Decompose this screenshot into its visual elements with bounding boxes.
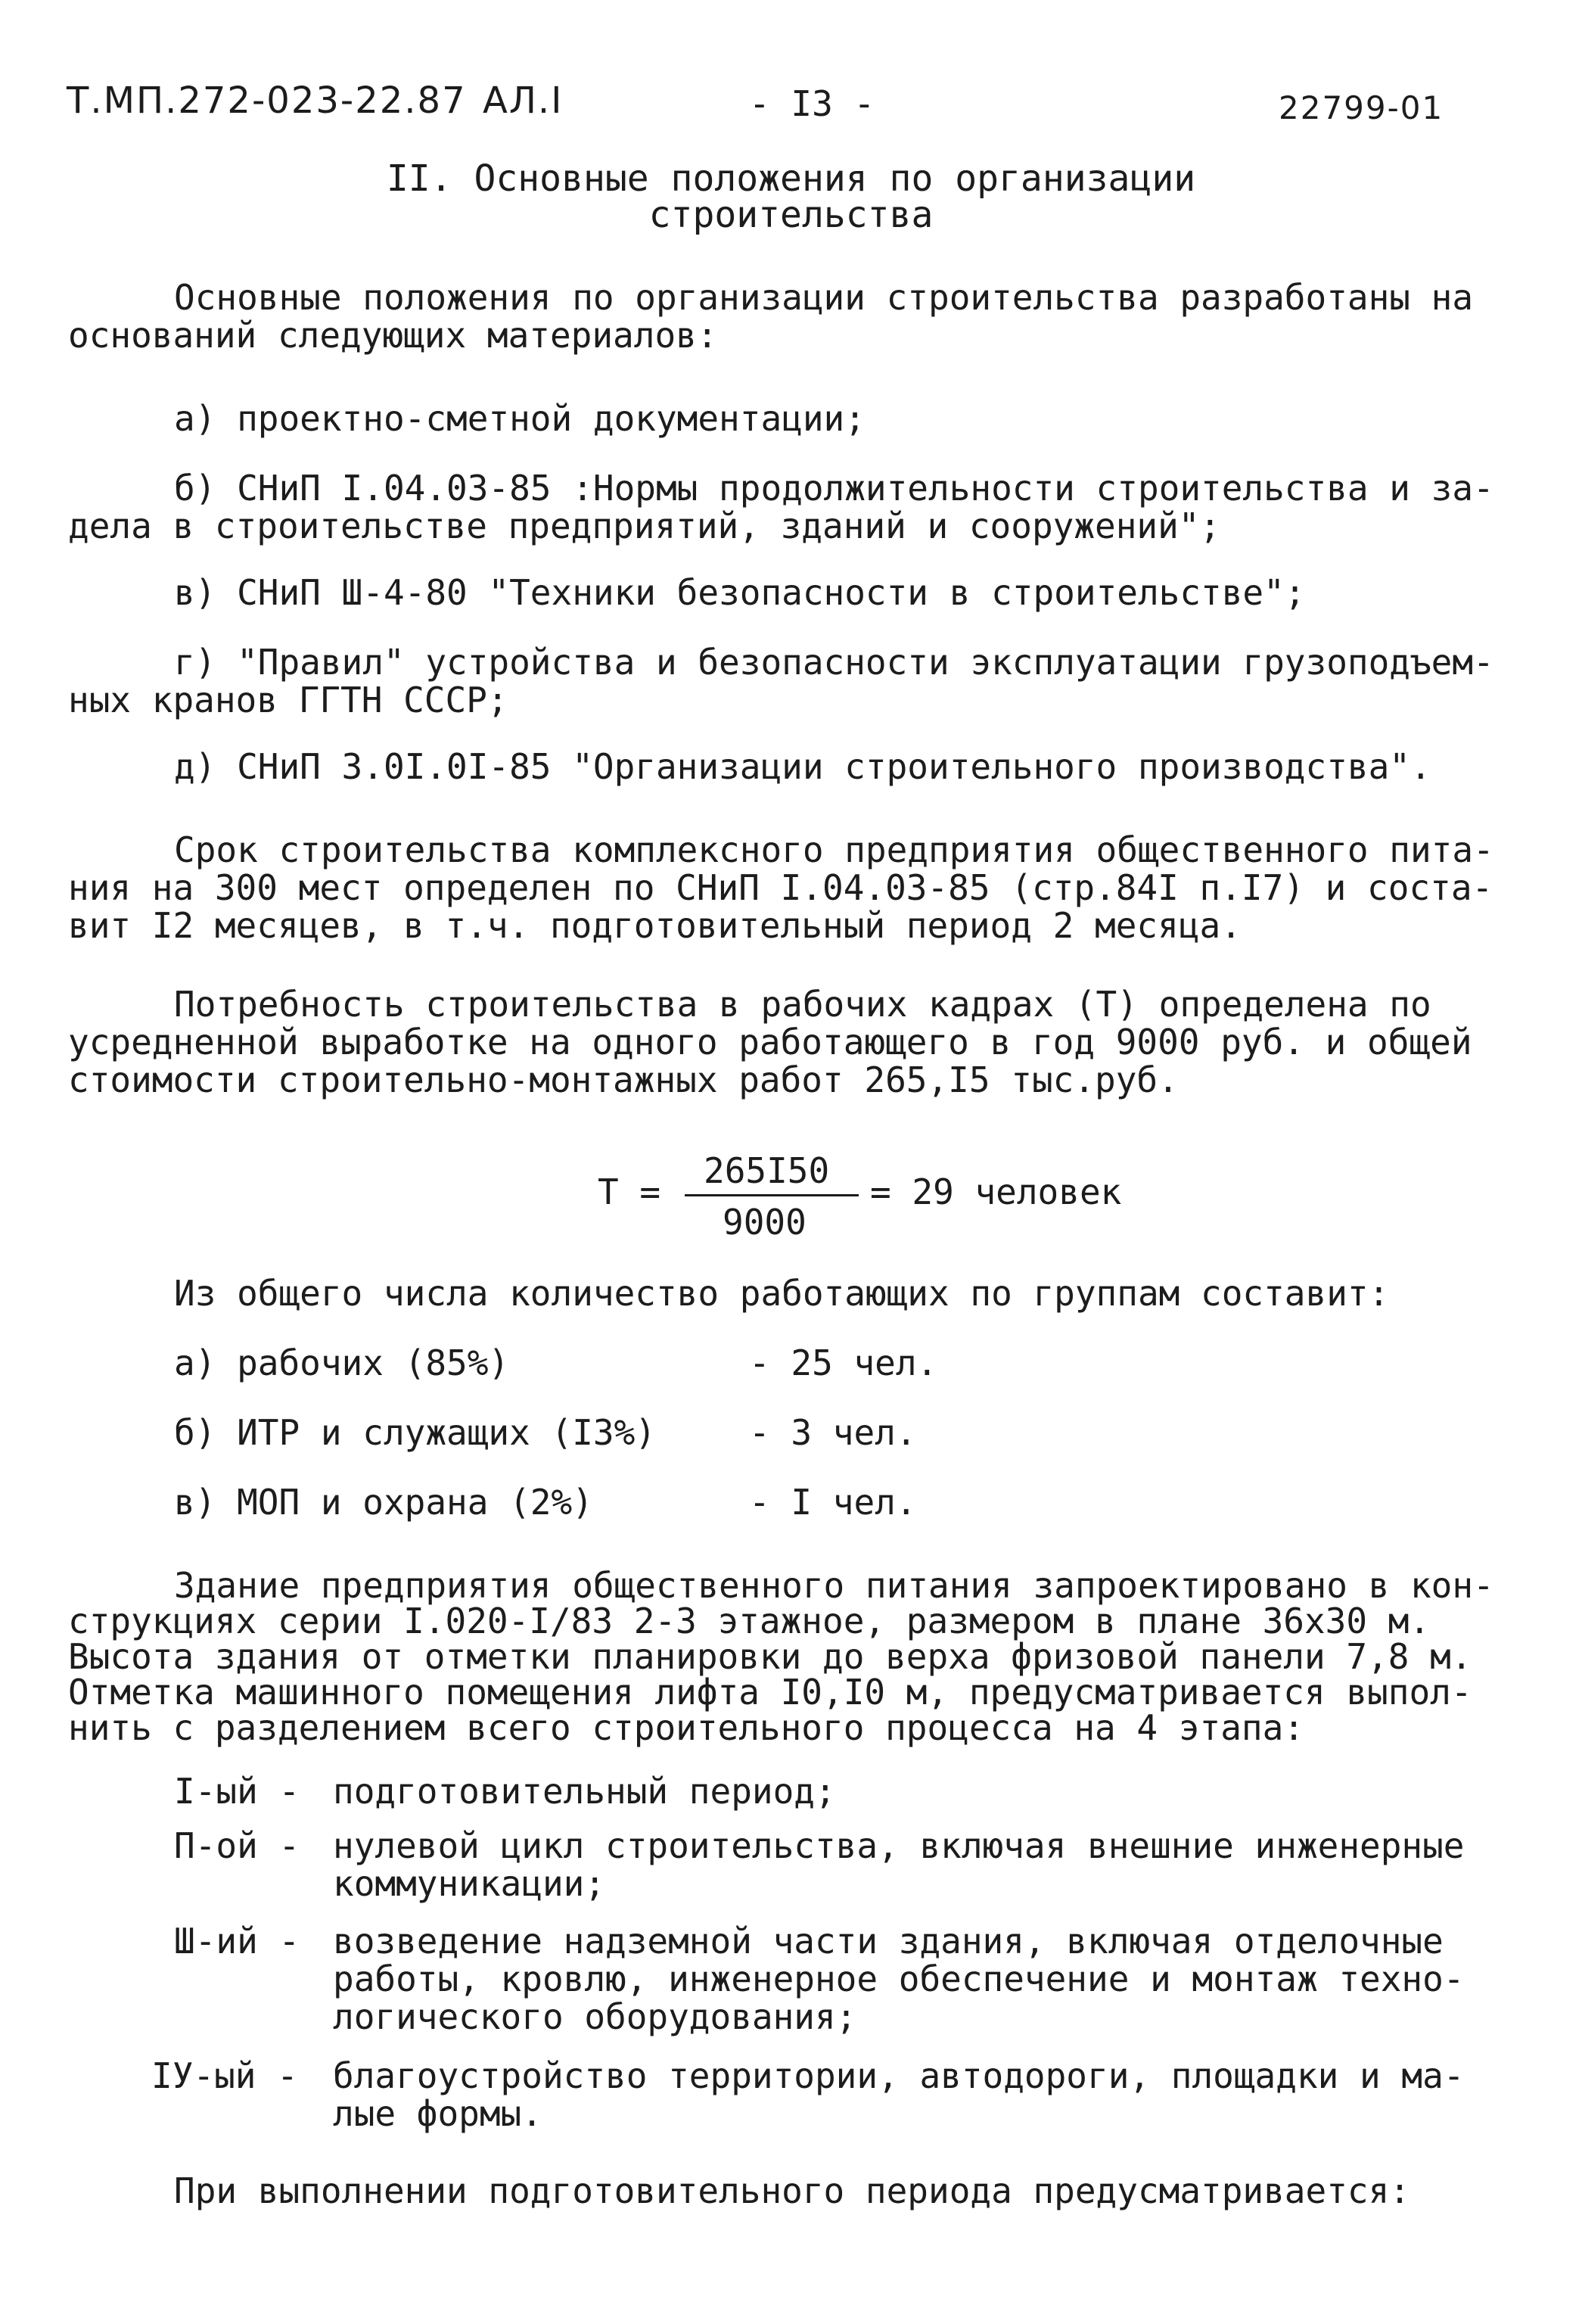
document-number: 22799-01	[1279, 89, 1444, 126]
material-item: д) СНиП 3.0I.0I-85 "Организации строительного производства".	[174, 746, 1431, 787]
section-title-line2: строительства	[648, 194, 934, 236]
closing-paragraph: При выполнении подготовительного периода предусматривается:	[174, 2170, 1410, 2211]
group-label: в) МОП и охрана (2%)	[174, 1482, 593, 1523]
formula-rhs: = 29 человек	[870, 1171, 1122, 1212]
page-number: - I3 -	[749, 83, 875, 124]
material-item: г) "Правил" устройства и безопасности эксплуатации грузоподъем- ных кранов ГГТН СССР;	[68, 642, 1494, 720]
formula-numerator: 265I50	[704, 1150, 830, 1191]
material-item: а) проектно-сметной документации;	[174, 398, 866, 439]
formula-fraction-line	[685, 1194, 859, 1196]
groups-intro: Из общего числа количество работающих по группам составит:	[174, 1273, 1390, 1314]
material-item: б) СНиП I.04.03-85 :Нормы продолжительности строительства и за- дела в строительстве предприятий, зданий и сооружений";	[68, 468, 1494, 546]
stage-text: нулевой цикл строительства, включая внешние инженерные коммуникации;	[333, 1825, 1465, 1904]
formula-lhs: Т =	[598, 1171, 661, 1212]
group-value: - 25 чел.	[749, 1342, 938, 1383]
intro-paragraph: Основные положения по организации строительства разработаны на оснований следующих материалов:	[68, 277, 1474, 356]
duration-paragraph: Срок строительства комплексного предприятия общественного пита- ния на 300 мест определен по СНиП I.04.03-85 (стр.84I п.I7) и соста- вит I2 месяцев, в т.ч. подготовительный период 2 месяца.	[68, 829, 1494, 946]
stage-text: подготовительный период;	[333, 1771, 836, 1812]
stage-label: П-ой -	[174, 1825, 300, 1866]
section-title-line1: II. Основные положения по организации	[386, 157, 1196, 200]
group-label: б) ИТР и служащих (I3%)	[174, 1412, 656, 1453]
stage-text: благоустройство территории, автодороги, площадки и ма- лые формы.	[333, 2055, 1465, 2134]
building-paragraph: Здание предприятия общественного питания запроектировано в кон- струкциях серии I.020-I/83 2-3 этажное, размером в плане 36х30 м. Высота здания от отметки планировки до верха фризовой панели 7,8 м. Отметка машинного помещения лифта I0,I0 м, предусматривается выпол- нить с разделением всего строительного процесса на 4 этапа:	[68, 1565, 1494, 1748]
album-number: АЛ.I	[483, 79, 564, 122]
formula-denominator: 9000	[723, 1202, 807, 1243]
stage-label: Ш-ий -	[174, 1921, 300, 1962]
stage-label: I-ый -	[174, 1771, 300, 1812]
document-code: Т.МП.272-023-22.87	[67, 79, 467, 122]
group-label: а) рабочих (85%)	[174, 1342, 510, 1383]
stage-text: возведение надземной части здания, включая отделочные работы, кровлю, инженерное обеспечение и монтаж техно- логического оборудования;	[333, 1921, 1465, 2037]
workforce-paragraph: Потребность строительства в рабочих кадрах (Т) определена по усредненной выработке на одного работающего в год 9000 руб. и общей стоимости строительно-монтажных работ 265,I5 тыс.руб.	[68, 984, 1472, 1100]
group-value: - I чел.	[749, 1482, 917, 1523]
stage-label: IУ-ый -	[151, 2055, 298, 2096]
group-value: - 3 чел.	[749, 1412, 917, 1453]
material-item: в) СНиП Ш-4-80 "Техники безопасности в строительстве";	[174, 572, 1306, 613]
